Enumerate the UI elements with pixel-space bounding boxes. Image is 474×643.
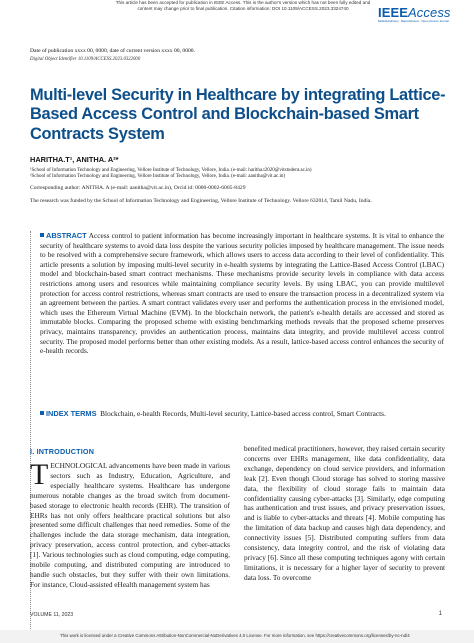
- drop-cap: T: [30, 458, 49, 491]
- abstract-body: [40, 231, 444, 356]
- corresponding-author: Corresponding author: ANITHA. A (e-mail: aanitha@vit.ac.in), Orcid id: 0000-0002-6005-8429: [30, 185, 246, 191]
- digital-object-identifier: Digital Object Identifier 10.1109/ACCESS.2023.0322000: [30, 57, 141, 62]
- funding-statement: The research was funded by the School of Information Technology and Engineering, Vellore Institute of Technology. Vellore 632014, Tamil Nadu, India.: [30, 198, 372, 204]
- index-terms: [40, 409, 444, 419]
- logo-access-text: Access: [408, 5, 451, 20]
- index-terms-text: Blockchain, e-health Records, Multi-level security, Lattice-based access control, Smart Contracts.: [100, 409, 386, 418]
- logo-tagline: Multidisciplinary · Rapid Review · Open Access Journal: [378, 19, 449, 23]
- publication-date: Date of publication xxxx 00, 0000, date of current version xxxx 00, 0000.: [30, 48, 195, 54]
- author-list: HARITHA.T¹, ANITHA. A²*: [30, 155, 119, 164]
- index-terms-square-icon: [40, 411, 44, 415]
- page-number: 1: [438, 611, 442, 617]
- affiliation-2: ²School of Information Technology and Engineering, Vellore Institute of Technology, Vellore, India. (e-mail: aanitha@vit.ac.in): [30, 174, 286, 179]
- top-notice-bar: [0, 0, 474, 23]
- abstract-square-icon: [40, 233, 44, 237]
- section-heading-introduction: I. INTRODUCTION: [30, 447, 95, 456]
- introduction-left-text: ECHNOLOGICAL advancements have been made in various sectors such as Industry, Education, Agriculture, and especially healthcare systems. Healthcare has undergone numerous notable changes as the broad switch from document-based storage to electronic health records (EHR). The transition of EHRs has not only offers healthcare practical solutions but also presented some difficult challenges that need remedies. Some of the challenges include the data storage mechanism, data integration, privacy preservation, access control protection, and cyber-attacks [1]. Various technologies such as cloud computing, edge computing, mobile computing, and distributed computing are introduced to handle such obstacles, but they suffer with their own limitations. For instance, Cloud-assisted eHealth management system has: [30, 461, 230, 589]
- notice-line-1: This article has been accepted for publication in IEEE Access. This is the author's version which has not been fully edited and: [115, 0, 371, 5]
- volume-label: VOLUME 11, 2023: [30, 612, 74, 618]
- logo-ieee-text: IEEE: [378, 5, 409, 20]
- license-notice: This work is licensed under a Creative Commons Attribution-NonCommercial-NoDerivatives 4.0 License. For more information, see https://creativecommons.org/licenses/by-nc-nd/4: [60, 633, 410, 638]
- ieee-access-logo: [378, 4, 451, 23]
- affiliation-1: ¹School of Information Technology and Engineering, Vellore Institute of Technology, Vellore, India. (e-mail: haritha.t2020@vitstudent.ac.in): [30, 168, 312, 173]
- abstract-label: ABSTRACT: [46, 231, 87, 240]
- abstract-text: Access control to patient information has become increasingly important in healthcare systems. It is vital to enhance the security of healthcare systems to avoid data loss despite the various security policies imposed by healthcare management. The issue needs to be resolved with a comprehensive secure framework, which allows users to access data according to their level of confidentiality. This article presents a solution by imposing multi-level security in e-health systems by integrating the Lattice-Based Access Control (LBAC) model and blockchain-based smart contract mechanisms. These mechanisms provide security levels in compliance with data access restrictions among users and resources while maintaining compliance security levels. By using LBAC, you can provide multilevel protection for access control restrictions, whereas smart contracts are used to ensure the transaction process in a decentralized system via an agreement between the parties. A smart contract validates every user and performs the authentication process in the envisioned model, which uses the Ethereum Virtual Machine (EVM). In the blockchain network, the patient's e-health details are accessed and stored as immutable blocks. Comparing the proposed scheme with existing benchmarking methods reveals that the proposed scheme preserves privacy, maintains transparency, provides an authentication process, maintains data integrity, and provide multilevel access control security. The proposed model performs better than other existing models. As a result, lattice-based access control enhances the security of e-health records.: [40, 231, 444, 356]
- index-terms-label: INDEX TERMS: [46, 409, 97, 418]
- introduction-right-text: benefited medical practitioners, however, they raised certain security concerns over EHRs management, like data confidentiality, data exchange, dependency on cloud service providers, and information leak [2]. Even though Cloud storage has solved to storing massive data, the flexibility of cloud storage fails to maintain data confidentiality causing cyber-attacks [3]. Similarly, edge computing has authentication and trust issues, and privacy preservation issues, and is liable to cyber-attacks and threats [4]. Mobile computing has the limitation of data backup and causes high data dependency, and connectivity issues [5]. Distributed computing suffers from data consistency, data integrity control, and the risk of violating data privacy [6]. Since all these computing techniques agony with certain limitations, it is necessary for a higher layer of security to prevent data loss. To overcome: [244, 444, 445, 582]
- acceptance-notice: [78, 0, 408, 12]
- introduction-right-column: [244, 444, 445, 583]
- introduction-left-column: [30, 458, 230, 590]
- notice-line-2: content may change prior to final publication. Citation information: DOI 10.1109/ACCESS.2023.3324740: [137, 6, 349, 12]
- paper-title: Multi-level Security in Healthcare by integrating Lattice-Based Access Control and Blockchain-based Smart Contracts System: [30, 86, 446, 143]
